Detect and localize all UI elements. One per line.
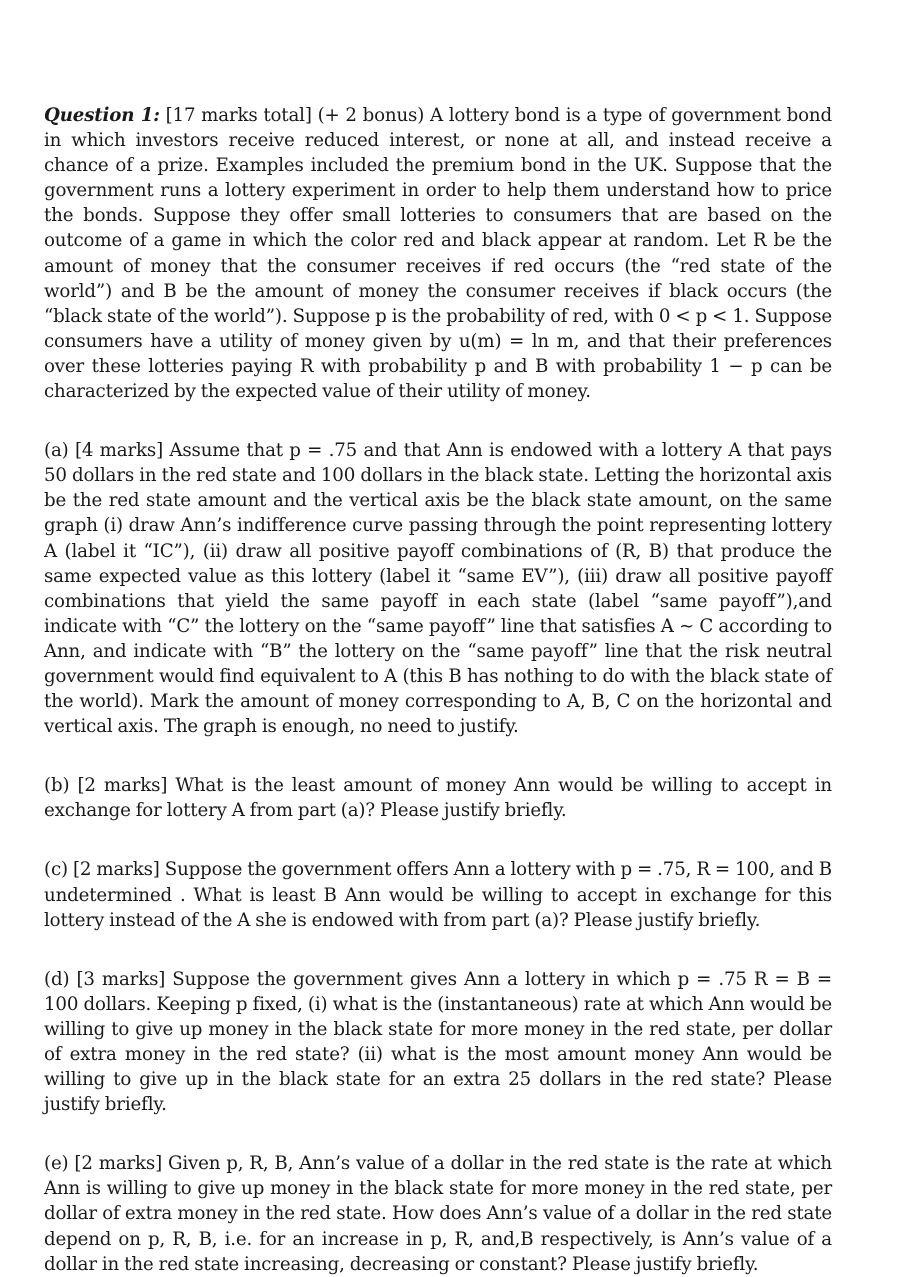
question-title: Question 1:: [44, 105, 160, 126]
exam-page: [44, 103, 832, 1277]
part-d-paragraph: (d) [3 marks] Suppose the government gives Ann a lottery in which p = .75 R = B = 100 dollars. Keeping p fixed, (i) what is the (instantaneous) rate at which Ann would be willing to give up money in the black state for more money in the red state, per dollar of extra money in the red state? (ii) what is the most amount money Ann would be willing to give up in the black state for an extra 25 dollars in the red state? Please justify briefly.: [44, 968, 832, 1116]
part-a-paragraph: (a) [4 marks] Assume that p = .75 and that Ann is endowed with a lottery A that pays 50 dollars in the red state and 100 dollars in the black state. Letting the horizontal axis be the red state amount and the vertical axis be the black state amount, on the same graph (i) draw Ann’s indifference curve passing through the point representing lottery A (label it “IC”), (ii) draw all positive payoff combinations of (R, B) that produce the same expected value as this lottery (label it “same EV”), (iii) draw all positive payoff combinations that yield the same payoff in each state (label “same payoff”),and indicate with “C” the lottery on the “same payoff” line that satisfies A ∼ C according to Ann, and indicate with “B” the lottery on the “same payoff” line that the risk neutral government would find equivalent to A (this B has nothing to do with the black state of the world). Mark the amount of money corresponding to A, B, C on the horizontal and vertical axis. The graph is enough, no need to justify.: [44, 440, 832, 738]
question-intro-text: [17 marks total] (+ 2 bonus) A lottery bond is a type of government bond in which investors receive reduced interest, or none at all, and instead receive a chance of a prize. Examples included the premium bond in the UK. Suppose that the government runs a lottery experiment in order to help them understand how to price the bonds. Suppose they offer small lotteries to consumers that are based on the outcome of a game in which the color red and black appear at random. Let R be the amount of money that the consumer receives if red occurs (the “red state of the world”) and B be the amount of money the consumer receives if black occurs (the “black state of the world”). Suppose p is the probability of red, with 0 < p < 1. Suppose consumers have a utility of money given by u(m) = ln m, and that their preferences over these lotteries paying R with probability p and B with probability 1 − p can be characterized by the expected value of their utility of money.: [44, 105, 832, 403]
question-intro-paragraph: [44, 103, 832, 404]
part-c-paragraph: (c) [2 marks] Suppose the government offers Ann a lottery with p = .75, R = 100, and B undetermined . What is least B Ann would be willing to accept in exchange for this lottery instead of the A she is endowed with from part (a)? Please justify briefly.: [44, 859, 832, 931]
part-e-paragraph: (e) [2 marks] Given p, R, B, Ann’s value of a dollar in the red state is the rate at which Ann is willing to give up money in the black state for more money in the red state, per dollar of extra money in the red state. How does Ann’s value of a dollar in the red state depend on p, R, B, i.e. for an increase in p, R, and,B respectively, is Ann’s value of a dollar in the red state increasing, decreasing or constant? Please justify briefly.: [44, 1153, 832, 1275]
part-b-paragraph: (b) [2 marks] What is the least amount of money Ann would be willing to accept in exchange for lottery A from part (a)? Please justify briefly.: [44, 775, 832, 822]
